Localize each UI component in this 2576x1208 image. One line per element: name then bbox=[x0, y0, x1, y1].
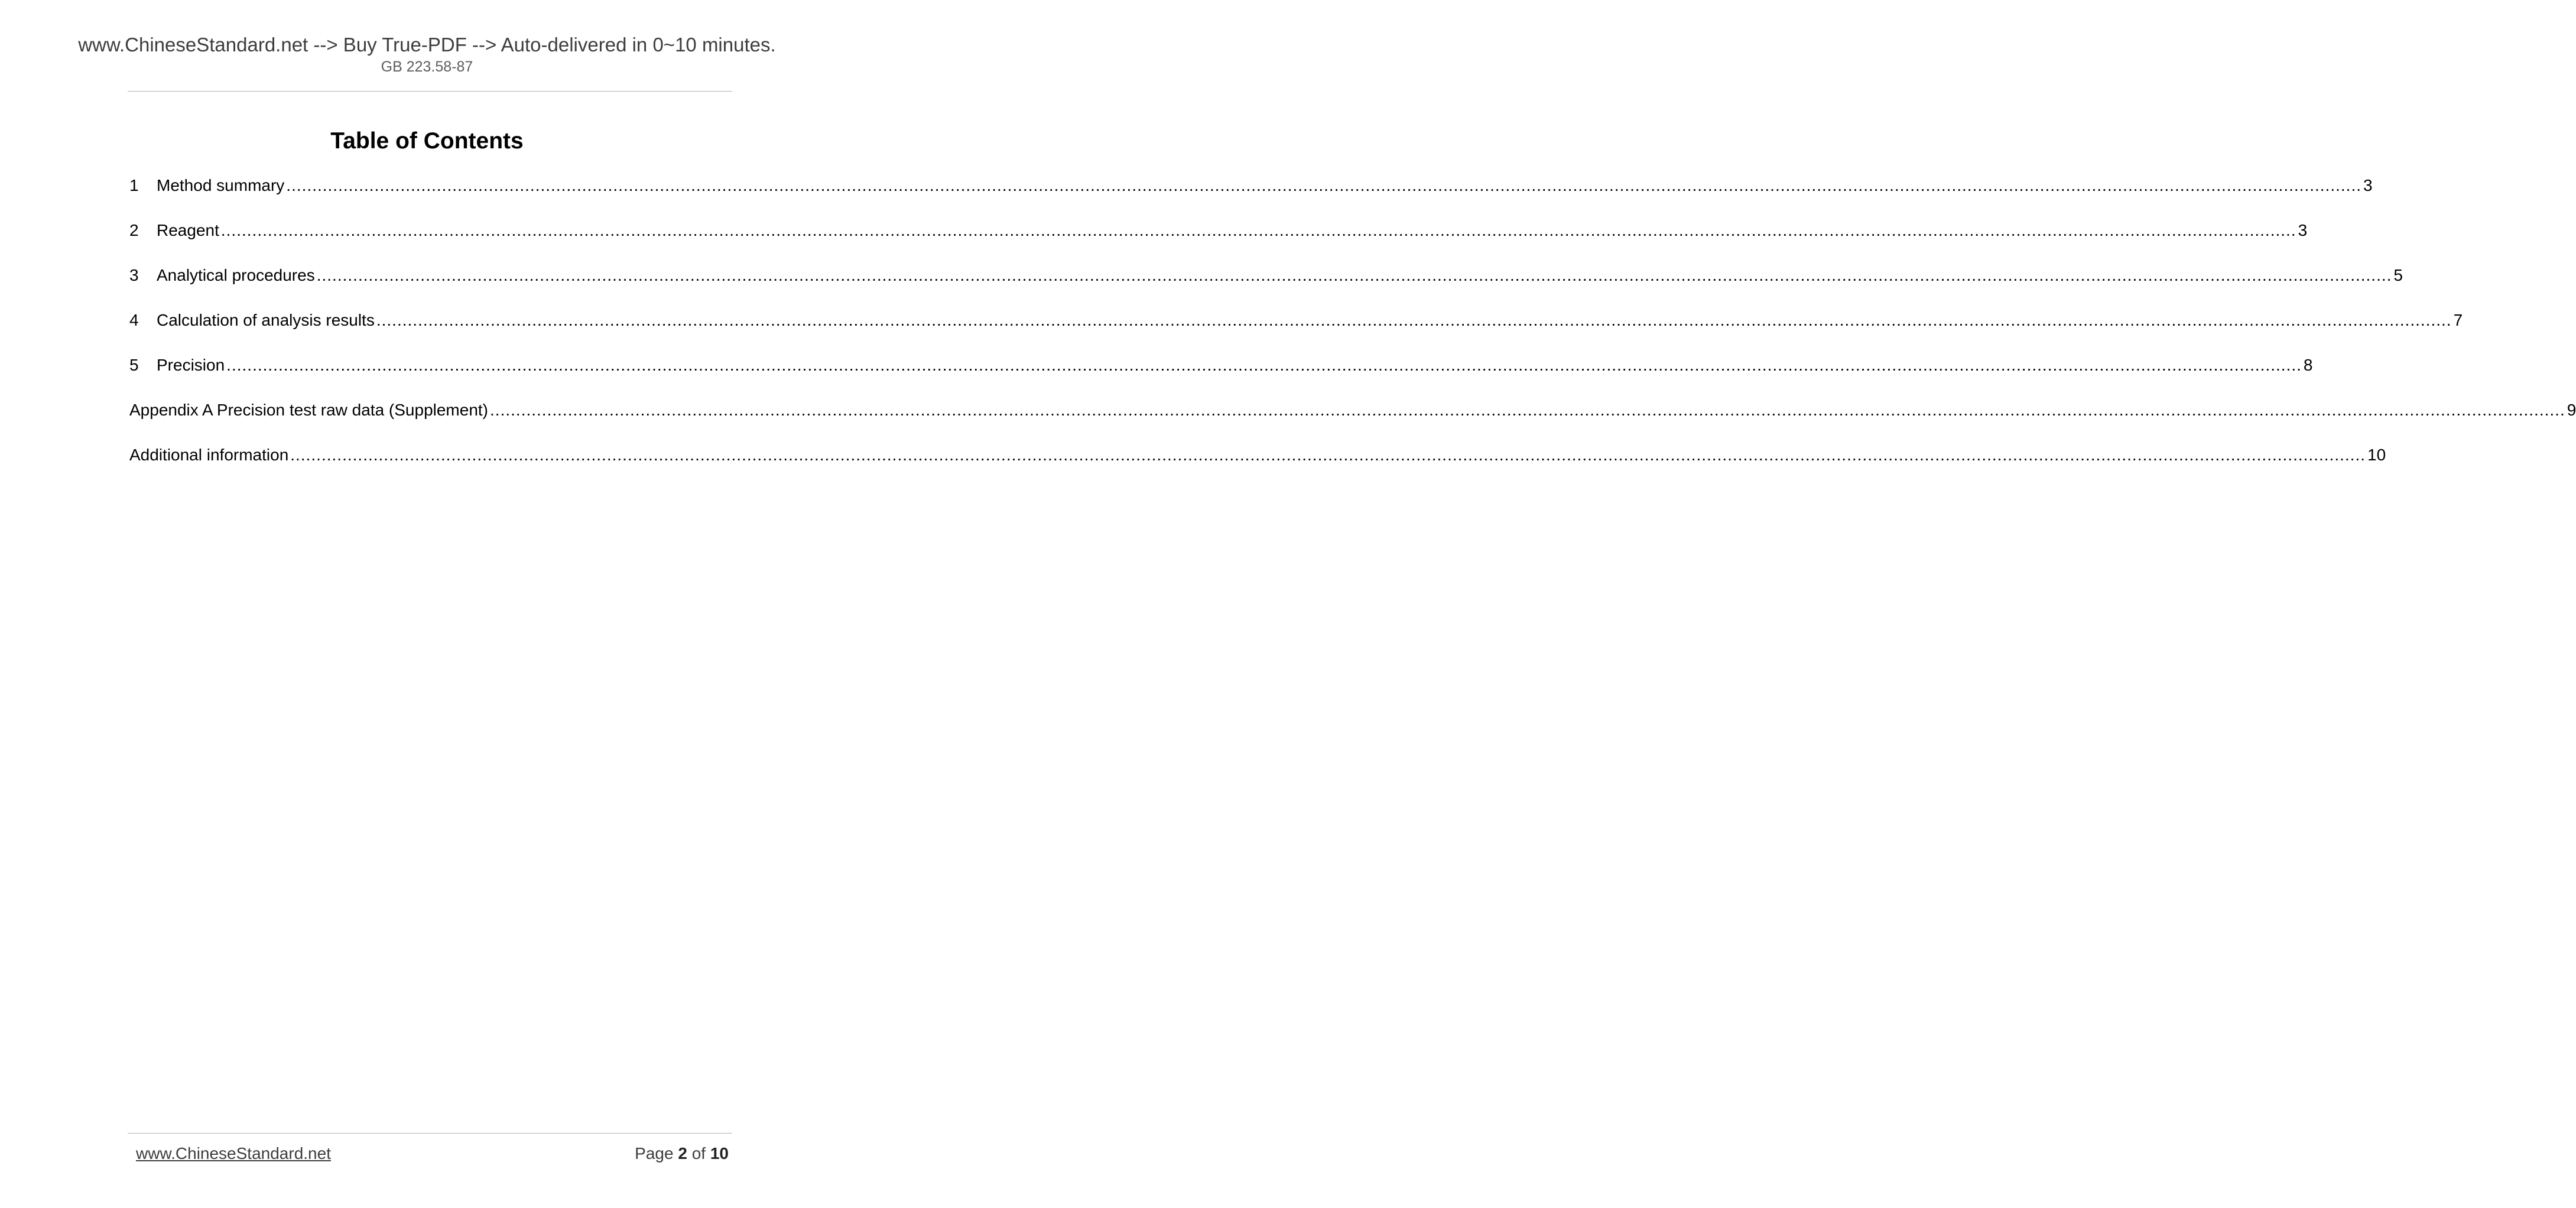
toc-entry-calculation[interactable] bbox=[129, 306, 2463, 351]
table-of-contents bbox=[129, 171, 2576, 486]
page-prefix: Page bbox=[635, 1144, 674, 1162]
dot-leader: ................................................................................................................................................................................................................................................................................................................................................................................................................ bbox=[316, 266, 2392, 284]
page-indicator bbox=[635, 1143, 729, 1164]
toc-entry-page: 3 bbox=[2363, 176, 2373, 194]
footer-divider bbox=[128, 1133, 732, 1134]
total-pages: 10 bbox=[710, 1144, 729, 1162]
dot-leader: ................................................................................................................................................................................................................................................................................................................................................................................................................ bbox=[220, 221, 2296, 239]
dot-leader: ................................................................................................................................................................................................................................................................................................................................................................................................................ bbox=[376, 311, 2452, 329]
toc-entry-label: Calculation of analysis results bbox=[157, 311, 375, 329]
toc-entry-page: 10 bbox=[2367, 446, 2386, 464]
toc-entry-page: 7 bbox=[2453, 311, 2463, 329]
header-divider bbox=[128, 91, 732, 92]
toc-entry-page: 3 bbox=[2298, 221, 2308, 239]
footer-website-link[interactable]: www.ChineseStandard.net bbox=[136, 1144, 331, 1162]
toc-entry-number: 4 bbox=[129, 311, 139, 329]
dot-leader: ................................................................................................................................................................................................................................................................................................................................................................................................................ bbox=[490, 401, 2565, 419]
toc-entry-page: 9 bbox=[2567, 401, 2576, 419]
header-banner: www.ChineseStandard.net --> Buy True-PDF --> Auto-delivered in 0~10 minutes. bbox=[78, 34, 776, 56]
toc-entry-analytical-procedures[interactable] bbox=[129, 261, 2403, 306]
toc-entry-number: 5 bbox=[129, 356, 139, 374]
dot-leader: ................................................................................................................................................................................................................................................................................................................................................................................................................ bbox=[226, 356, 2302, 374]
toc-entry-number: 1 bbox=[129, 176, 139, 194]
toc-entry-reagent[interactable] bbox=[129, 216, 2308, 261]
toc-entry-precision[interactable] bbox=[129, 351, 2313, 396]
toc-entry-label: Additional information bbox=[129, 446, 289, 464]
toc-entry-page: 5 bbox=[2393, 266, 2403, 284]
dot-leader: ................................................................................................................................................................................................................................................................................................................................................................................................................ bbox=[290, 446, 2366, 464]
toc-title: Table of Contents bbox=[330, 128, 524, 154]
toc-entry-number: 2 bbox=[129, 221, 139, 239]
page-of: of bbox=[691, 1144, 706, 1162]
toc-entry-label: Precision bbox=[157, 356, 225, 374]
toc-entry-number: 3 bbox=[129, 266, 139, 284]
toc-entry-label: Analytical procedures bbox=[157, 266, 315, 284]
current-page-number: 2 bbox=[678, 1144, 687, 1162]
toc-entry-additional-information[interactable] bbox=[129, 441, 2386, 486]
toc-entry-label: Appendix A Precision test raw data (Supplement) bbox=[129, 401, 489, 419]
toc-entry-label: Reagent bbox=[157, 221, 219, 239]
standard-code: GB 223.58-87 bbox=[381, 59, 473, 75]
toc-entry-appendix-a[interactable] bbox=[129, 396, 2576, 441]
toc-entry-method-summary[interactable] bbox=[129, 171, 2373, 216]
toc-entry-page: 8 bbox=[2303, 356, 2313, 374]
page-header bbox=[0, 33, 854, 76]
dot-leader: ................................................................................................................................................................................................................................................................................................................................................................................................................ bbox=[286, 176, 2362, 194]
toc-entry-label: Method summary bbox=[157, 176, 285, 194]
